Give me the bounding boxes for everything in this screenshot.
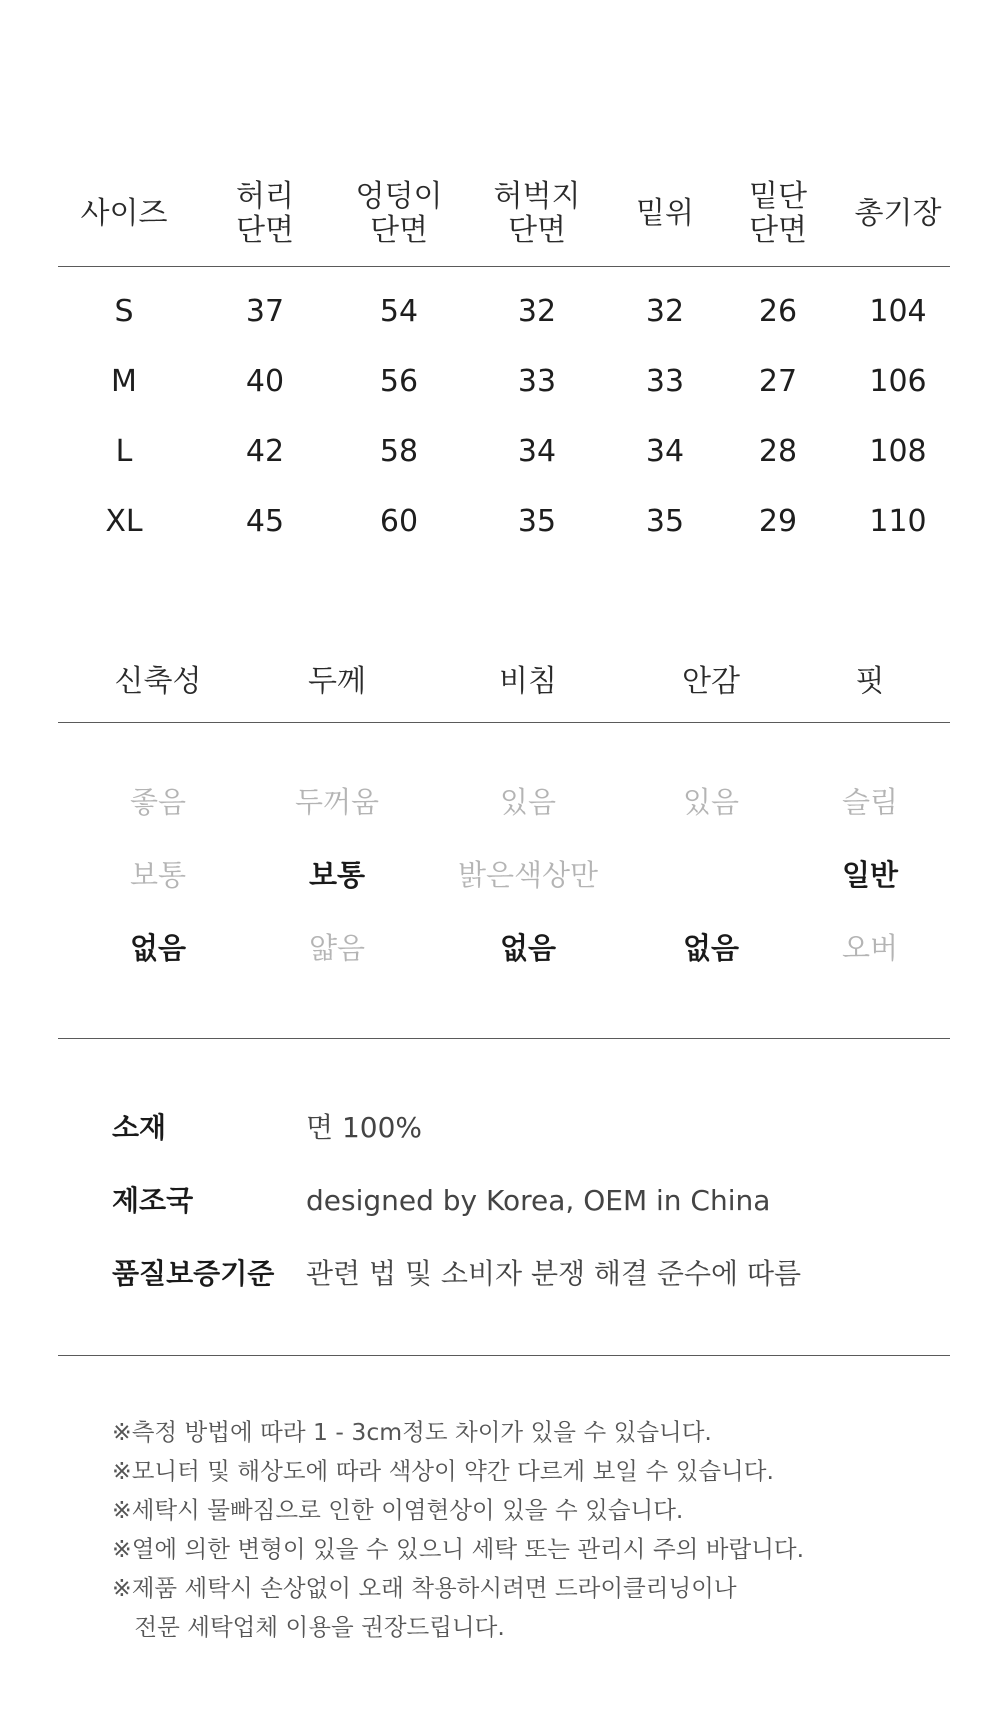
note-line: ※모니터 및 해상도에 따라 색상이 약간 다르게 보일 수 있습니다. [112,1457,774,1485]
table-row [0,432,1000,472]
attr-option: 있음 [499,785,557,819]
size-value-cell: 35 [645,504,685,539]
size-value-cell: 34 [517,434,557,469]
attr-header-lining: 안감 [682,664,740,699]
size-label-cell: M [111,364,137,399]
attr-header-thickness: 두께 [308,664,366,699]
size-value-cell: 29 [758,504,798,539]
attr-option: 슬림 [841,785,899,819]
attr-option: 있음 [682,785,740,819]
attr-option-selected: 없음 [682,931,740,965]
size-label-cell: XL [105,504,143,539]
size-header-length: 총기장 [854,196,942,231]
attr-option-selected: 없음 [499,931,557,965]
size-value-cell: 26 [758,294,798,329]
attr-option: 얇음 [308,931,366,965]
size-value-cell: 104 [869,294,927,329]
info-label-material: 소재 [112,1111,167,1144]
attr-option: 보통 [129,858,187,892]
size-value-cell: 56 [379,364,419,399]
note-line: ※측정 방법에 따라 1 - 3cm정도 차이가 있을 수 있습니다. [112,1418,712,1446]
size-header-rise: 밑위 [636,196,694,231]
size-header-size: 사이즈 [80,196,168,231]
attr-option: 좋음 [129,785,187,819]
note-line: ※세탁시 물빠짐으로 인한 이염현상이 있을 수 있습니다. [112,1496,684,1524]
size-header-hip: 엉덩이 단면 [355,179,443,248]
info-value-material: 면 100% [306,1111,422,1144]
attr-option: 밝은색상만 [457,858,599,892]
attr-option-selected: 일반 [841,858,899,892]
note-line: 전문 세탁업체 이용을 권장드립니다. [112,1613,505,1641]
table-row [0,292,1000,332]
attr-header-stretch: 신축성 [114,664,202,699]
size-value-cell: 58 [379,434,419,469]
size-table-divider [58,266,950,267]
size-value-cell: 106 [869,364,927,399]
size-value-cell: 34 [645,434,685,469]
info-bottom-divider [58,1355,950,1356]
note-line: ※열에 의한 변형이 있을 수 있으니 세탁 또는 관리시 주의 바랍니다. [112,1535,805,1563]
fabric-bottom-divider [58,1038,950,1039]
size-value-cell: 37 [245,294,285,329]
fabric-header-divider [58,722,950,723]
attr-header-sheerness: 비침 [499,664,557,699]
size-value-cell: 32 [517,294,557,329]
info-label-origin: 제조국 [112,1184,194,1217]
table-row [0,502,1000,542]
size-value-cell: 108 [869,434,927,469]
attr-option-selected: 보통 [308,858,366,892]
attr-header-fit: 핏 [855,664,885,699]
size-value-cell: 35 [517,504,557,539]
size-header-hem: 밑단 단면 [749,179,807,248]
info-value-origin: designed by Korea, OEM in China [306,1184,771,1217]
attr-option: 오버 [841,931,899,965]
note-line: ※제품 세탁시 손상없이 오래 착용하시려면 드라이클리닝이나 [112,1574,737,1602]
size-value-cell: 54 [379,294,419,329]
size-header-thigh: 허벅지 단면 [493,179,581,248]
size-value-cell: 45 [245,504,285,539]
size-label-cell: S [114,294,134,329]
size-value-cell: 40 [245,364,285,399]
table-row [0,362,1000,402]
size-value-cell: 42 [245,434,285,469]
size-value-cell: 27 [758,364,798,399]
info-label-quality: 품질보증기준 [112,1257,275,1290]
size-value-cell: 33 [645,364,685,399]
info-value-quality: 관련 법 및 소비자 분쟁 해결 준수에 따름 [306,1257,802,1290]
size-value-cell: 32 [645,294,685,329]
size-value-cell: 28 [758,434,798,469]
size-value-cell: 110 [869,504,927,539]
size-label-cell: L [115,434,133,469]
attr-option-selected: 없음 [129,931,187,965]
attr-option: 두꺼움 [294,785,380,819]
size-header-waist: 허리 단면 [236,179,294,248]
size-value-cell: 33 [517,364,557,399]
size-value-cell: 60 [379,504,419,539]
